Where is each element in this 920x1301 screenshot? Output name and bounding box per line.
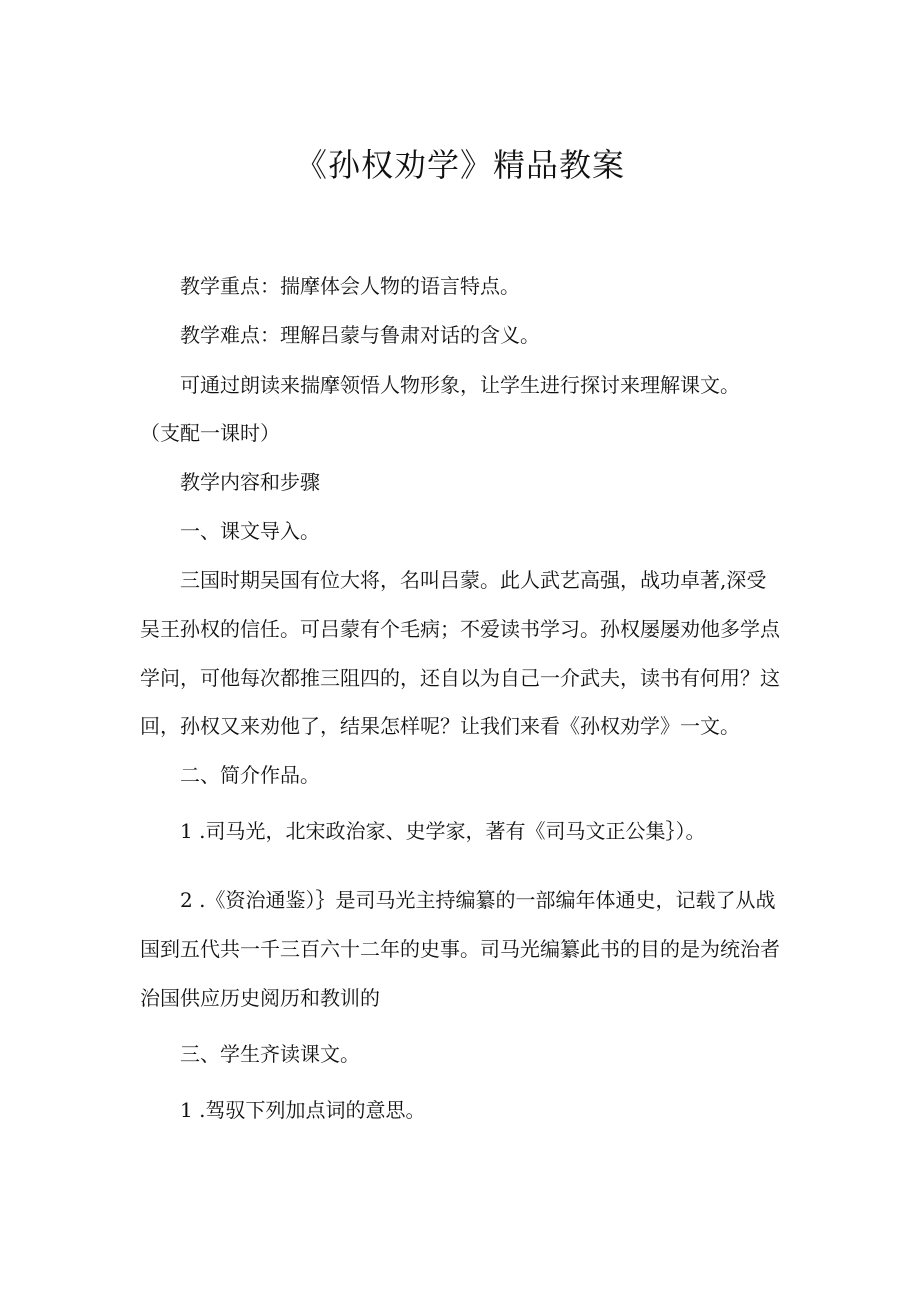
- step-heading-3: 三、学生齐读课文。: [180, 1042, 360, 1066]
- document-title: 《孙权劝学》精品教案: [294, 146, 625, 184]
- paragraph-line: 三国时期吴国有位大将，名叫吕蒙。此人武艺高强，战功卓著,深受: [180, 568, 767, 592]
- list-item: 1 .驾驭下列加点词的意思。: [180, 1098, 426, 1122]
- teaching-difficulty: 教学难点：理解吕蒙与鲁肃对话的含义。: [180, 323, 540, 347]
- step-heading-1: 一、课文导入。: [180, 519, 320, 543]
- teaching-focus: 教学重点：揣摩体会人物的语言特点。: [180, 274, 520, 298]
- paragraph-line: 回，孙权又来劝他了，结果怎样呢？让我们来看《孙权劝学》一文。: [140, 714, 740, 738]
- paragraph-line: 治国供应历史阅历和教训的: [140, 986, 380, 1010]
- list-item: 2 .《资治通鉴）｝是司马光主持编纂的一部编年体通史，记载了从战: [180, 888, 776, 912]
- class-hours: （支配一课时）: [140, 421, 280, 445]
- teaching-method: 可通过朗读来揣摩领悟人物形象，让学生进行探讨来理解课文。: [180, 373, 740, 397]
- paragraph-line: 学问，可他每次都推三阻四的，还自以为自己一介武夫，读书有何用？这: [140, 666, 780, 690]
- list-item: 1 .司马光，北宋政治家、史学家，著有《司马文正公集｝）。: [180, 819, 706, 843]
- section-heading: 教学内容和步骤: [180, 470, 320, 494]
- paragraph-line: 国到五代共一千三百六十二年的史事。司马光编纂此书的目的是为统治者: [140, 937, 780, 961]
- paragraph-line: 吴王孙权的信任。可吕蒙有个毛病；不爱读书学习。孙权屡屡劝他多学点: [140, 617, 780, 641]
- step-heading-2: 二、简介作品。: [180, 763, 320, 787]
